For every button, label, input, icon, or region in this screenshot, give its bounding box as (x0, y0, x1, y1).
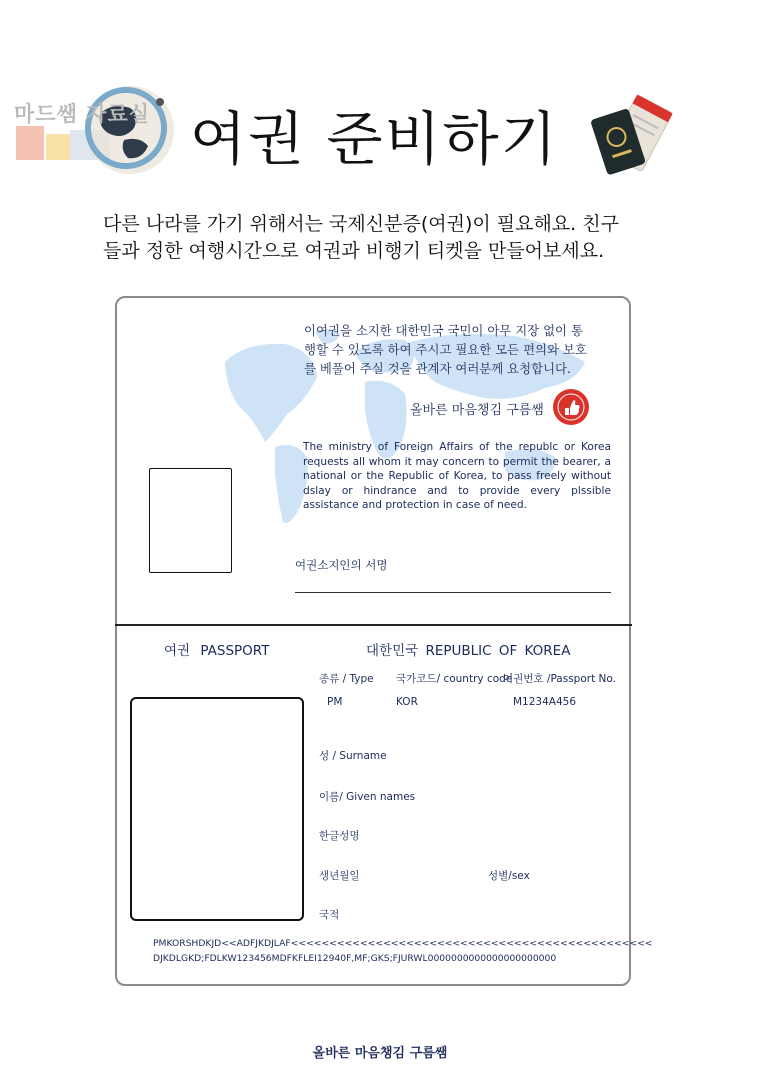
korean-request-line-3: 를 베풀어 주실 것을 관계자 여러분께 요청합니다. (304, 361, 571, 376)
page-title: 여권 준비하기 (190, 105, 559, 173)
country-label: 대한민국 REPUBLIC OF KOREA (366, 643, 571, 659)
machine-readable-zone (153, 936, 653, 966)
intro-line-1: 다른 나라를 가기 위해서는 국제신분증(여권)이 필요해요. 친구 (103, 213, 619, 235)
korean-request-text (304, 321, 614, 378)
signature-line[interactable] (295, 592, 611, 593)
passport-no-label: 여권번호 /Passport No. (503, 673, 616, 685)
photo-box-small[interactable] (149, 468, 232, 573)
logo-text: 마드쌤 자료실 (14, 102, 151, 126)
authentication-stamp-icon (552, 388, 590, 426)
page-fold-divider (115, 624, 632, 626)
nationality-label: 국적 (319, 909, 340, 921)
english-request-text: The ministry of Foreign Affairs of the republc or Korea requests all whom it may concern to permit the bearer, a national or the Republic of Korea, to pass freely without dslay or hindrance and to provide every plssible assistance and protection in case of need. (303, 441, 611, 511)
type-value[interactable]: PM (327, 696, 343, 708)
korean-request-line-1: 이여권을 소지한 대한민국 국민이 아무 지장 없이 통 (304, 323, 583, 338)
photo-box-large[interactable] (130, 697, 304, 921)
passport-label: 여권 PASSPORT (164, 643, 270, 659)
footer-credit: 올바른 마음챙김 구름쌤 (312, 1046, 448, 1061)
passport-no-value[interactable]: M1234A456 (513, 696, 577, 708)
korean-name-label: 한글성명 (319, 830, 360, 842)
intro-text (103, 211, 663, 265)
country-code-value[interactable]: KOR (396, 696, 418, 708)
logo (12, 84, 177, 184)
given-names-label: 이름/ Given names (319, 791, 416, 803)
mrz-line-2: DJKDLGKD;FDLKW123456MDFKFLEI12940F,MF;GKS;FJURWL0000000000000000000000 (153, 953, 557, 964)
passport-ticket-icon (585, 88, 675, 178)
issuer-name: 올바른 마음챙김 구름쌤 (410, 403, 544, 418)
signature-label: 여권소지인의 서명 (295, 558, 388, 572)
korean-request-line-2: 행할 수 있도록 하여 주시고 필요한 모든 편의와 보호 (304, 342, 587, 357)
dob-label: 생년월일 (319, 870, 360, 882)
sex-label: 성별/sex (488, 870, 530, 882)
intro-line-2: 들과 정한 여행시간으로 여권과 비행기 티켓을 만들어보세요. (103, 240, 605, 262)
type-label: 종류 / Type (319, 673, 374, 685)
mrz-line-1: PMKORSHDKJD<<ADFJKDJLAF<<<<<<<<<<<<<<<<<<<<<<<<<<<<<<<<<<<<<<<<<<<<<<< (153, 938, 653, 949)
surname-label: 성 / Surname (319, 750, 387, 762)
country-code-label: 국가코드/ country code (396, 673, 513, 685)
